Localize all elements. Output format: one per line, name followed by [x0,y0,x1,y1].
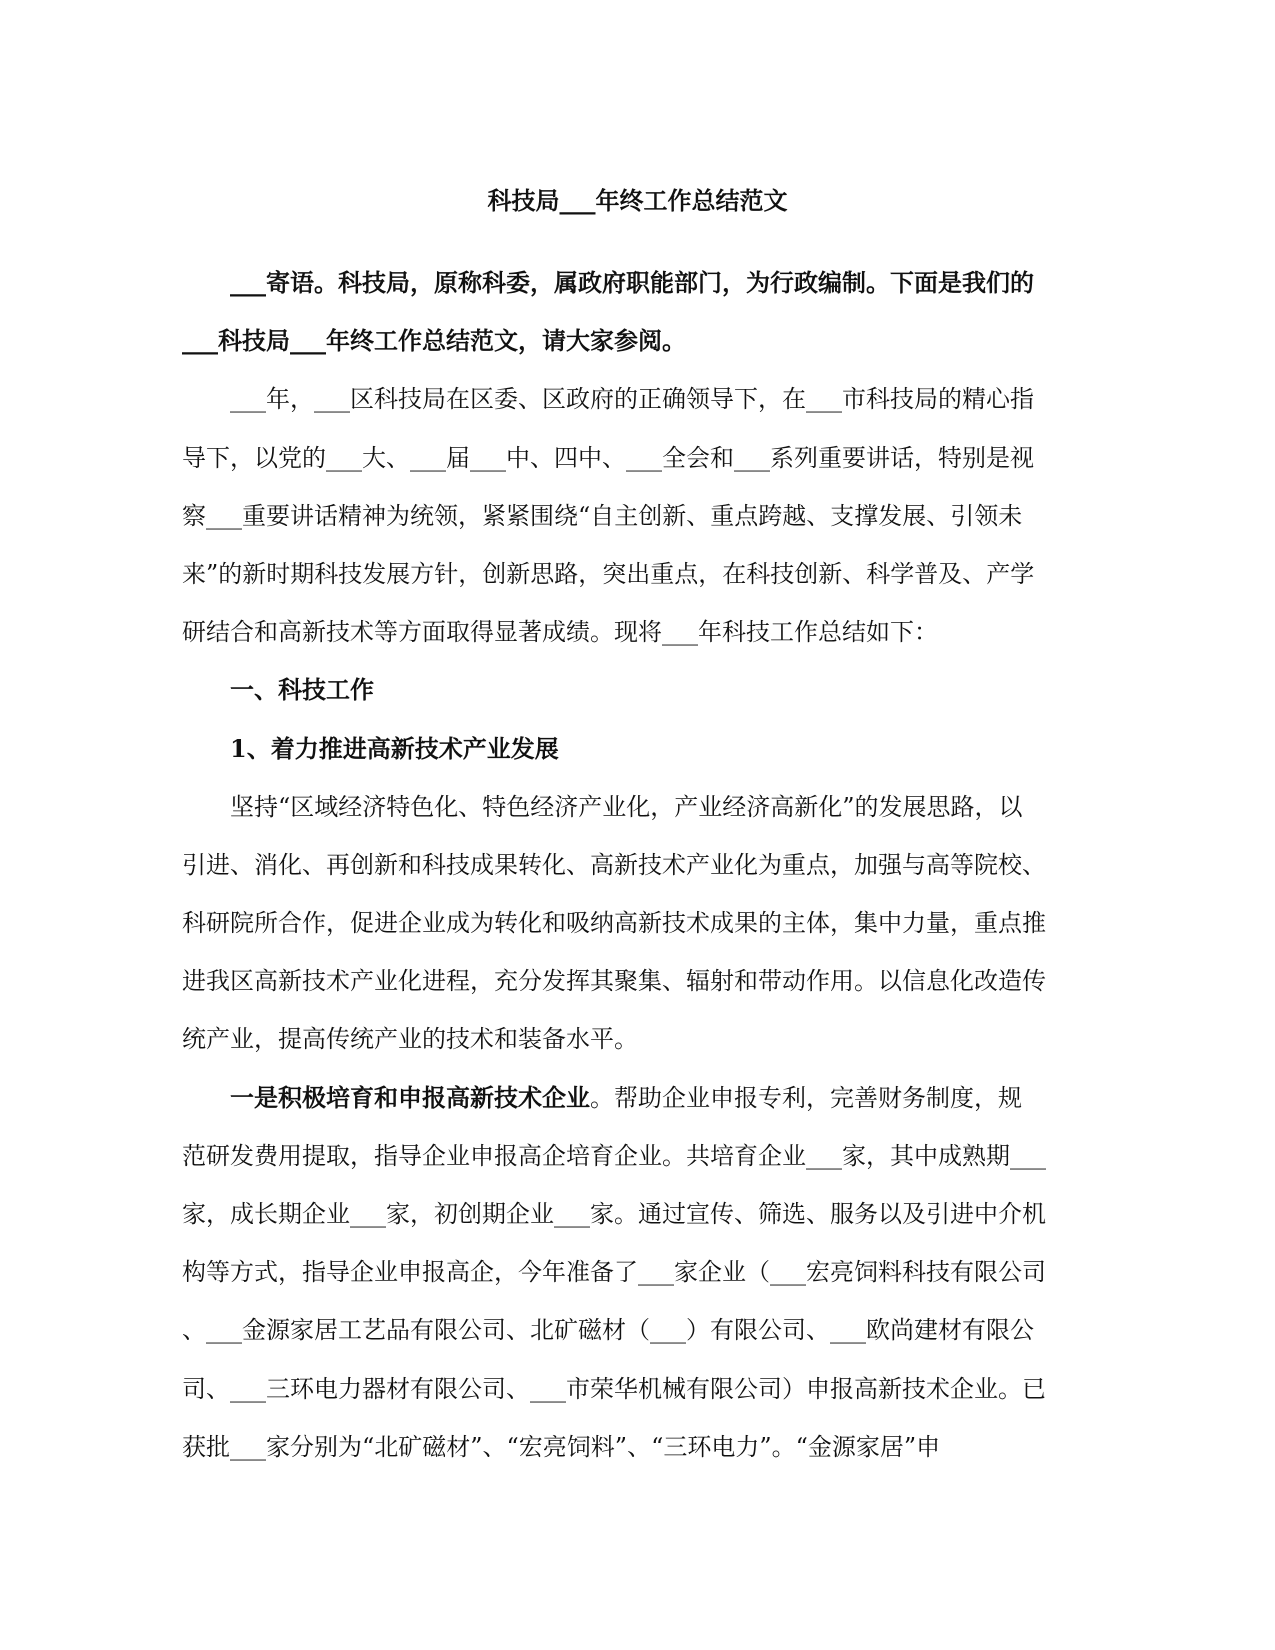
paragraph-lead-bold: 一是积极培育和申报高新技术企业 [230,1082,590,1112]
intro-line-1: ___寄语。科技局，原称科委，属政府职能部门，为行政编制。下面是我们的 [230,268,1034,297]
paragraph-line: 范研发费用提取，指导企业申报高企培育企业。共培育企业___家，其中成熟期___ [182,1141,1046,1170]
paragraph-line: 察___重要讲话精神为统领，紧紧围绕“自主创新、重点跨越、支撑发展、引领未 [182,501,1023,530]
paragraph-line: 家，成长期企业___家，初创期企业___家。通过宣传、筛选、服务以及引进中介机 [182,1200,1046,1228]
paragraph-line [182,1069,1082,1127]
paragraph-line: 构等方式，指导企业申报高企，今年准备了___家企业（___宏亮饲料科技有限公司 [182,1258,1046,1287]
paragraph-line: 进我区高新技术产业化进程，充分发挥其聚集、辐射和带动作用。以信息化改造传 [182,967,1046,996]
subsection-heading: 1、着力推进高新技术产业发展 [230,733,559,763]
intro-line-2: ___科技局___年终工作总结范文，请大家参阅。 [182,326,686,356]
paragraph-line: 统产业，提高传统产业的技术和装备水平。 [182,1025,638,1054]
document-title: 科技局___年终工作总结范文 [487,186,788,215]
paragraph-line: 、___金源家居工艺品有限公司、北矿磁材（___）有限公司、___欧尚建材有限公 [182,1316,1034,1345]
paragraph-lead-rest: 。帮助企业申报专利，完善财务制度，规 [590,1083,1022,1112]
paragraph-line: ___年，___区科技局在区委、区政府的正确领导下，在___市科技局的精心指 [230,385,1034,414]
paragraph-line: 司、___三环电力器材有限公司、___市荣华机械有限公司）申报高新技术企业。已 [182,1374,1046,1403]
paragraph-line: 来”的新时期科技发展方针，创新思路，突出重点，在科技创新、科学普及、产学 [182,559,1035,588]
paragraph-line: 导下，以党的___大、___届___中、四中、___全会和___系列重要讲话，特别是视 [182,443,1034,472]
paragraph-line: 研结合和高新技术等方面取得显著成绩。现将___年科技工作总结如下： [182,618,938,647]
paragraph-line: 引进、消化、再创新和科技成果转化、高新技术产业化为重点，加强与高等院校、 [182,850,1046,879]
paragraph-line: 科研院所合作，促进企业成为转化和吸纳高新技术成果的主体，集中力量，重点推 [182,909,1046,938]
document-body [182,254,1082,1476]
paragraph-line: 坚持“区域经济特色化、特色经济产业化，产业经济高新化”的发展思路，以 [230,792,1023,821]
paragraph-line: 获批___家分别为“北矿磁材”、“宏亮饲料”、“三环电力”。“金源家居”申 [182,1432,941,1461]
section-heading: 一、科技工作 [230,675,374,705]
